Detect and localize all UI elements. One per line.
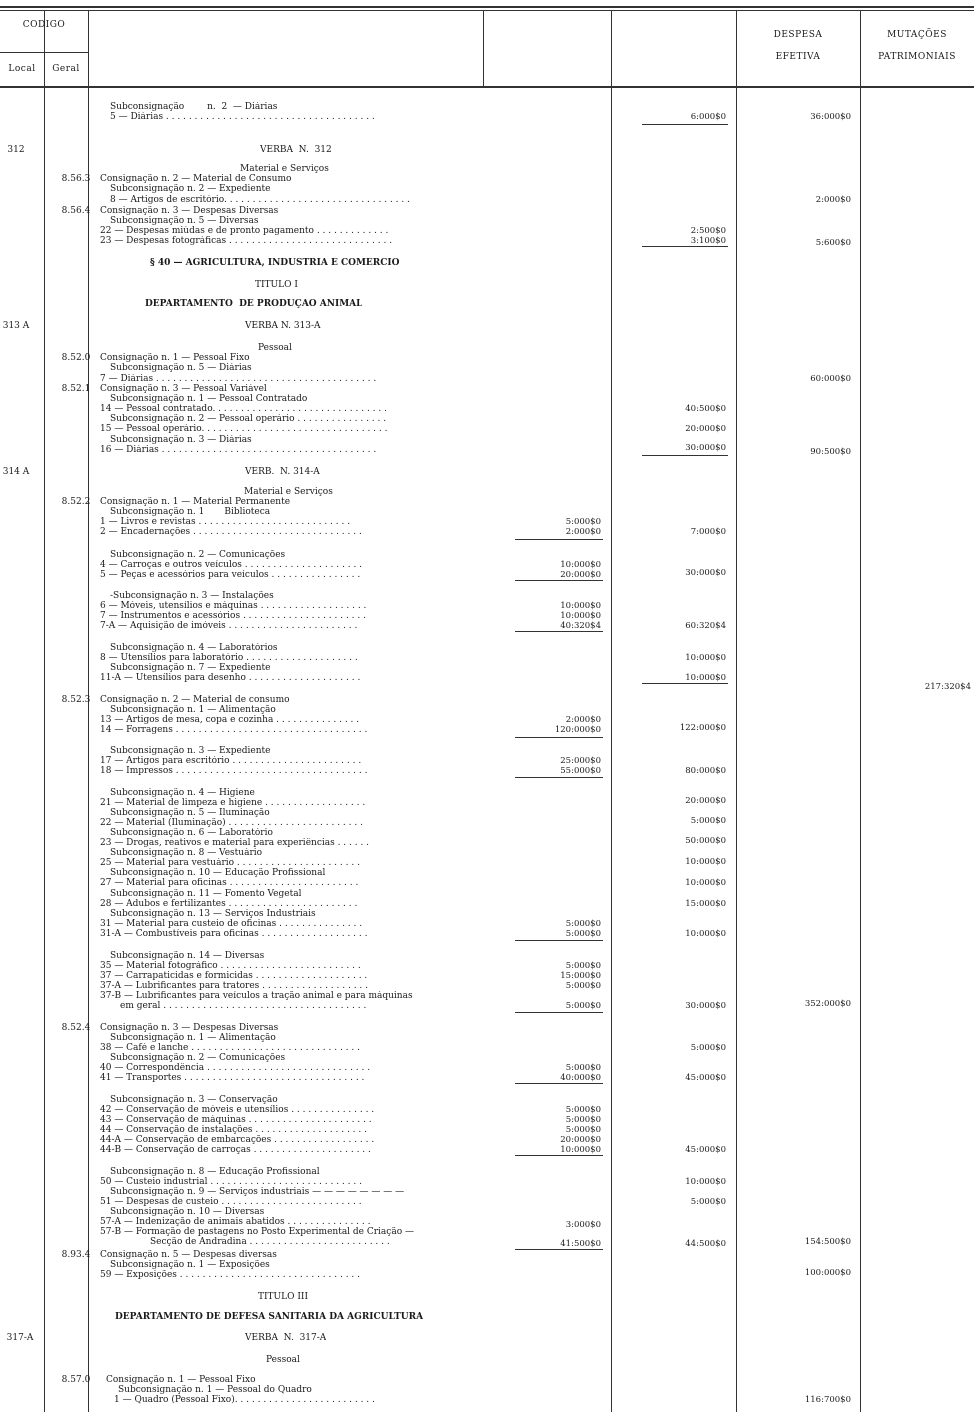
ledger-line: 2 — Encadernações . . . . . . . . . . . . . . . . . . . . . . . . . . . . . . (100, 527, 362, 537)
amount-value: 20:000$0 (685, 424, 726, 434)
ledger-line: 8 — Utensílios para laboratório . . . . . . . . . . . . . . . . . . . . (100, 653, 358, 663)
ledger-line: Subconsignação n. 2 — Comunicações (110, 550, 286, 560)
ledger-line: VERB. N. 314-A (245, 467, 320, 477)
amount-value: 10:000$0 (685, 878, 726, 888)
amount-value: 40:320$4 (560, 621, 601, 631)
subtotal-rule (515, 1249, 603, 1250)
code-label: 8.56.3 (61, 174, 91, 184)
ledger-line: 37-A — Lubrificantes para tratores . . . . . . . . . . . . . . . . . . . (100, 981, 368, 991)
ledger-line: 14 — Pessoal contratado. . . . . . . . . . . . . . . . . . . . . . . . . . . . . . . (100, 404, 387, 414)
amount-value: 60:000$0 (810, 374, 851, 384)
ledger-line: 31-A — Combustíveis para oficinas . . . . . . . . . . . . . . . . . . . (100, 929, 368, 939)
header-codigo: CODIGO (22, 20, 66, 30)
amount-value: 90:500$0 (810, 447, 851, 457)
ledger-line: Subconsignação n. 1 Biblioteca (110, 507, 271, 517)
ledger-line: Material e Serviços (244, 487, 333, 497)
amount-value: 10:000$0 (685, 673, 726, 683)
amount-value: 20:000$0 (560, 570, 601, 580)
ledger-line: Subconsignação n. 2 — Expediente (110, 184, 271, 194)
ledger-line: 5 — Diárias . . . . . . . . . . . . . . . . . . . . . . . . . . . . . . . . . . . . . (110, 112, 375, 122)
amount-value: 45:000$0 (685, 1145, 726, 1155)
ledger-line: Subconsignação n. 13 — Serviços Industriais (110, 909, 316, 919)
ledger-line: § 40 — AGRICULTURA, INDÚSTRIA E COMÉRCIO (150, 258, 400, 268)
amount-value: 5:000$0 (565, 919, 601, 929)
ledger-line: Subconsignação n. 5 — Iluminação (110, 808, 270, 818)
header-mutacoes: MUTAÇÕES (887, 30, 947, 40)
ledger-line: DEPARTAMENTO DE PRODUÇÃO ANIMAL (145, 299, 363, 309)
ledger-line: Consignação n. 3 — Pessoal Variável (100, 384, 267, 394)
amount-value: 50:000$0 (685, 836, 726, 846)
code-label: 8.52.4 (61, 1023, 91, 1033)
col-rule-desc (483, 10, 484, 86)
ledger-line: 28 — Adubos e fertilizantes . . . . . . . . . . . . . . . . . . . . . . . (100, 899, 358, 909)
ledger-line: 7-A — Aquisição de imóveis . . . . . . . . . . . . . . . . . . . . . . . (100, 621, 358, 631)
amount-value: 10:000$0 (560, 611, 601, 621)
ledger-line: VERBA N. 317-A (245, 1333, 327, 1343)
amount-value: 30:000$0 (685, 568, 726, 578)
amount-value: 5:000$0 (565, 1001, 601, 1011)
ledger-line: 8 — Artigos de escritório. . . . . . . . . . . . . . . . . . . . . . . . . . . . . . . . . (110, 195, 410, 205)
amount-value: 15:000$0 (560, 971, 601, 981)
amount-value: 5:000$0 (565, 929, 601, 939)
ledger-line: Pessoal (266, 1355, 300, 1365)
ledger-line: Subconsignação n. 11 — Fomento Vegetal (110, 889, 302, 899)
subtotal-rule (515, 580, 603, 581)
subtotal-rule (515, 1083, 603, 1084)
ledger-line: Subconsignação n. 2 — Comunicações (110, 1053, 286, 1063)
amount-value: 5:000$0 (565, 1063, 601, 1073)
amount-value: 10:000$0 (560, 601, 601, 611)
ledger-line: TÍTULO I (255, 280, 298, 290)
amount-value: 217:320$4 (924, 682, 971, 692)
amount-value: 3:100$0 (690, 236, 726, 246)
amount-value: 5:600$0 (815, 238, 851, 248)
ledger-line: 23 — Despesas fotográficas . . . . . . . . . . . . . . . . . . . . . . . . . . . . . (100, 236, 393, 246)
col-rule-cons (736, 10, 737, 1412)
header-patrimoniais: PATRIMONIAIS (878, 52, 956, 62)
ledger-line: TÍTULO III (258, 1292, 309, 1302)
amount-value: 2:500$0 (690, 226, 726, 236)
amount-value: 10:000$0 (560, 1145, 601, 1155)
ledger-line: 18 — Impressos . . . . . . . . . . . . . . . . . . . . . . . . . . . . . . . . . . (100, 766, 368, 776)
ledger-line: 44 — Conservação de instalações . . . . . . . . . . . . . . . . . . . . (100, 1125, 367, 1135)
code-label: 317-A (6, 1333, 34, 1343)
amount-value: 40:000$0 (560, 1073, 601, 1083)
amount-value: 5:000$0 (565, 961, 601, 971)
amount-value: 2:000$0 (565, 715, 601, 725)
ledger-line: Subconsignação n. 2 — Pessoal operário . . . . . . . . . . . . . . . . (110, 414, 387, 424)
ledger-line: Subconsignação n. 2 — Diárias (110, 102, 278, 112)
code-label: 8.52.1 (61, 384, 91, 394)
amount-value: 116:700$0 (804, 1395, 851, 1405)
ledger-line: 51 — Despesas de custeio . . . . . . . . . . . . . . . . . . . . . . . . . (100, 1197, 362, 1207)
ledger-line: Subconsignação n. 14 — Diversas (110, 951, 265, 961)
amount-value: 122:000$0 (679, 723, 726, 733)
ledger-line: Pessoal (258, 343, 292, 353)
amount-value: 5:000$0 (565, 1125, 601, 1135)
ledger-line: 35 — Material fotográfico . . . . . . . . . . . . . . . . . . . . . . . . . (100, 961, 361, 971)
amount-value: 5:000$0 (565, 1115, 601, 1125)
code-label: 8.56.4 (61, 206, 91, 216)
subtotal-rule (642, 683, 728, 684)
amount-value: 20:000$0 (685, 796, 726, 806)
code-label: 312 (7, 145, 25, 155)
ledger-line: Subconsignação n. 5 — Diversas (110, 216, 259, 226)
ledger-line: 7 — Diárias . . . . . . . . . . . . . . . . . . . . . . . . . . . . . . . . . . . . . . . (100, 374, 377, 384)
code-label: 8.52.2 (61, 497, 91, 507)
ledger-line: Subconsignação n. 1 — Pessoal do Quadro (118, 1385, 312, 1395)
amount-value: 44:500$0 (685, 1239, 726, 1249)
amount-value: 10:000$0 (685, 929, 726, 939)
subtotal-rule (642, 246, 728, 247)
ledger-line: Subconsignação n. 10 — Educação Profissional (110, 868, 326, 878)
ledger-line: 41 — Transportes . . . . . . . . . . . . . . . . . . . . . . . . . . . . . . . . (100, 1073, 365, 1083)
ledger-line: 22 — Despesas miúdas e de pronto pagamento . . . . . . . . . . . . . (100, 226, 389, 236)
ledger-line: 42 — Conservação de móveis e utensílios . . . . . . . . . . . . . . . (100, 1105, 375, 1115)
ledger-line: 21 — Material de limpeza e higiene . . . . . . . . . . . . . . . . . . (100, 798, 366, 808)
amount-value: 45:000$0 (685, 1073, 726, 1083)
ledger-line: -Subconsignação n. 3 — Instalações (110, 591, 274, 601)
ledger-line: Subconsignação n. 1 — Exposições (110, 1260, 270, 1270)
amount-value: 30:000$0 (685, 443, 726, 453)
subtotal-rule (515, 737, 603, 738)
ledger-line: Subconsignação n. 3 — Expediente (110, 746, 271, 756)
amount-value: 10:000$0 (685, 653, 726, 663)
ledger-line: 6 — Móveis, utensílios e máquinas . . . . . . . . . . . . . . . . . . . (100, 601, 367, 611)
ledger-line: Subconsignação n. 3 — Diárias (110, 435, 252, 445)
ledger-line: 5 — Peças e acessórios para veículos . . . . . . . . . . . . . . . . (100, 570, 361, 580)
code-label: 313 A (2, 321, 30, 331)
ledger-line: Subconsignação n. 8 — Vestuário (110, 848, 263, 858)
ledger-line: DEPARTAMENTO DE DEFESA SANITÁRIA DA AGRICULTURA (115, 1312, 424, 1322)
header-despesa: DESPESA (773, 30, 823, 40)
ledger-line: Consignação n. 3 — Despesas Diversas (100, 1023, 279, 1033)
amount-value: 30:000$0 (685, 1001, 726, 1011)
header-bottom-border (0, 86, 974, 88)
ledger-line: 14 — Forragens . . . . . . . . . . . . . . . . . . . . . . . . . . . . . . . . . . (100, 725, 368, 735)
ledger-line: Subconsignação n. 10 — Diversas (110, 1207, 265, 1217)
header-geral: Geral (52, 64, 80, 74)
ledger-line: 4 — Carroças e outros veículos . . . . . . . . . . . . . . . . . . . . . (100, 560, 363, 570)
ledger-line: Subconsignação n. 8 — Educação Profissional (110, 1167, 320, 1177)
header-efetiva: EFETIVA (775, 52, 821, 62)
subtotal-rule (515, 777, 603, 778)
ledger-line: Subconsignação n. 4 — Laboratórios (110, 643, 278, 653)
code-label: 8.52.3 (61, 695, 91, 705)
ledger-line: 50 — Custeio industrial . . . . . . . . . . . . . . . . . . . . . . . . . . . (100, 1177, 362, 1187)
amount-value: 154:500$0 (804, 1237, 851, 1247)
ledger-line: Subconsignação n. 1 — Alimentação (110, 705, 276, 715)
amount-value: 5:000$0 (565, 1105, 601, 1115)
ledger-line: 15 — Pessoal operário. . . . . . . . . . . . . . . . . . . . . . . . . . . . . . . . . (100, 424, 388, 434)
ledger-line: 37-B — Lubrificantes para veículos a tração animal e para máquinas (100, 991, 413, 1001)
top-border-inner (0, 10, 974, 11)
ledger-line: 44-B — Conservação de carroças . . . . . . . . . . . . . . . . . . . . . (100, 1145, 371, 1155)
code-label: 8.52.0 (61, 353, 91, 363)
ledger-line: 1 — Quadro (Pessoal Fixo). . . . . . . . . . . . . . . . . . . . . . . . . (114, 1395, 375, 1405)
ledger-line: VERBA N. 312 (260, 145, 332, 155)
amount-value: 7:000$0 (690, 527, 726, 537)
subtotal-rule (515, 1155, 603, 1156)
ledger-line: 38 — Café e lanche . . . . . . . . . . . . . . . . . . . . . . . . . . . . . . (100, 1043, 360, 1053)
subtotal-rule (642, 124, 728, 125)
ledger-line: 11-A — Utensílios para desenho . . . . . . . . . . . . . . . . . . . . (100, 673, 361, 683)
ledger-line: Secção de Andradina . . . . . . . . . . . . . . . . . . . . . . . . . (150, 1237, 390, 1247)
amount-value: 3:000$0 (565, 1220, 601, 1230)
ledger-line: 23 — Drogas, reativos e material para experiências . . . . . . (100, 838, 370, 848)
ledger-line: 13 — Artigos de mesa, copa e cozinha . . . . . . . . . . . . . . . (100, 715, 360, 725)
ledger-line: Consignação n. 5 — Despesas diversas (100, 1250, 277, 1260)
ledger-line: 37 — Carrapaticidas e formicidas . . . . . . . . . . . . . . . . . . . . (100, 971, 368, 981)
ledger-line: em geral . . . . . . . . . . . . . . . . . . . . . . . . . . . . . . . . . . . . (120, 1001, 367, 1011)
ledger-line: 16 — Diárias . . . . . . . . . . . . . . . . . . . . . . . . . . . . . . . . . . . . . . (100, 445, 377, 455)
ledger-line: Subconsignação n. 5 — Diárias (110, 363, 252, 373)
amount-value: 6:000$0 (690, 112, 726, 122)
ledger-line: Consignação n. 1 — Pessoal Fixo (100, 353, 250, 363)
amount-value: 5:000$0 (565, 517, 601, 527)
subtotal-rule (515, 1012, 603, 1013)
ledger-line: 27 — Material para oficinas . . . . . . . . . . . . . . . . . . . . . . . (100, 878, 359, 888)
subtotal-rule (515, 940, 603, 941)
amount-value: 10:000$0 (685, 857, 726, 867)
ledger-line: Subconsignação n. 4 — Higiene (110, 788, 255, 798)
amount-value: 25:000$0 (560, 756, 601, 766)
col-rule-local (44, 10, 45, 1412)
ledger-line: VERBA N. 313-A (245, 321, 321, 331)
amount-value: 2:000$0 (565, 527, 601, 537)
ledger-line: Consignação n. 2 — Material de consumo (100, 695, 290, 705)
amount-value: 80:000$0 (685, 766, 726, 776)
amount-value: 36:000$0 (810, 112, 851, 122)
col-rule-geral (88, 10, 89, 1412)
amount-value: 55:000$0 (560, 766, 601, 776)
ledger-line: 25 — Material para vestuário . . . . . . . . . . . . . . . . . . . . . . (100, 858, 360, 868)
amount-value: 2:000$0 (815, 195, 851, 205)
ledger-line: Material e Serviços (240, 164, 329, 174)
ledger-line: Consignação n. 1 — Pessoal Fixo (106, 1375, 256, 1385)
ledger-line: Consignação n. 1 — Material Permanente (100, 497, 291, 507)
amount-value: 5:000$0 (690, 816, 726, 826)
subtotal-rule (515, 539, 603, 540)
ledger-line: Consignação n. 3 — Despesas Diversas (100, 206, 279, 216)
amount-value: 41:500$0 (560, 1239, 601, 1249)
subtotal-rule (515, 631, 603, 632)
ledger-line: 1 — Livros e revistas . . . . . . . . . . . . . . . . . . . . . . . . . . . (100, 517, 351, 527)
ledger-line: Subconsignação n. 7 — Expediente (110, 663, 271, 673)
ledger-line: Subconsignação n. 1 — Alimentação (110, 1033, 276, 1043)
amount-value: 5:000$0 (565, 981, 601, 991)
amount-value: 15:000$0 (685, 899, 726, 909)
ledger-line: 44-A — Conservação de embarcações . . . . . . . . . . . . . . . . . . (100, 1135, 375, 1145)
amount-value: 10:000$0 (560, 560, 601, 570)
subtotal-rule (642, 455, 728, 456)
ledger-line: Subconsignação n. 1 — Pessoal Contratado (110, 394, 308, 404)
amount-value: 10:000$0 (685, 1177, 726, 1187)
ledger-line: 57-A — Indenização de animais abatidos . . . . . . . . . . . . . . . (100, 1217, 371, 1227)
ledger-line: 17 — Artigos para escritório . . . . . . . . . . . . . . . . . . . . . . . (100, 756, 362, 766)
ledger-line: 31 — Material para custeio de oficinas . . . . . . . . . . . . . . . (100, 919, 363, 929)
ledger-line: 43 — Conservação de máquinas . . . . . . . . . . . . . . . . . . . . . . (100, 1115, 372, 1125)
ledger-line: 7 — Instrumentos e acessórios . . . . . . . . . . . . . . . . . . . . . . (100, 611, 366, 621)
amount-value: 100:000$0 (804, 1268, 851, 1278)
ledger-line: Consignação n. 2 — Material de Consumo (100, 174, 292, 184)
ledger-line: Subconsignação n. 6 — Laboratório (110, 828, 273, 838)
top-border (0, 6, 974, 8)
amount-value: 60:320$4 (685, 621, 726, 631)
col-rule-despesa (860, 10, 861, 1412)
ledger-line: 22 — Material (Iluminação) . . . . . . . . . . . . . . . . . . . . . . . . (100, 818, 363, 828)
ledger-line: Subconsignação n. 9 — Serviços industriais — — — — — — — — (110, 1187, 405, 1197)
ledger-line: 40 — Correspondência . . . . . . . . . . . . . . . . . . . . . . . . . . . . . (100, 1063, 371, 1073)
amount-value: 40:500$0 (685, 404, 726, 414)
amount-value: 352:000$0 (804, 999, 851, 1009)
amount-value: 5:000$0 (690, 1197, 726, 1207)
code-label: 8.93.4 (61, 1250, 91, 1260)
amount-value: 120:000$0 (554, 725, 601, 735)
ledger-line: 57-B — Formação de pastagens no Posto Experimental de Criação — (100, 1227, 414, 1237)
code-label: 314 A (2, 467, 30, 477)
ledger-line: 59 — Exposições . . . . . . . . . . . . . . . . . . . . . . . . . . . . . . . . (100, 1270, 360, 1280)
header-local: Local (8, 64, 36, 74)
code-label: 8.57.0 (61, 1375, 91, 1385)
amount-value: 5:000$0 (690, 1043, 726, 1053)
ledger-line: Subconsignação n. 3 — Conservação (110, 1095, 278, 1105)
amount-value: 20:000$0 (560, 1135, 601, 1145)
